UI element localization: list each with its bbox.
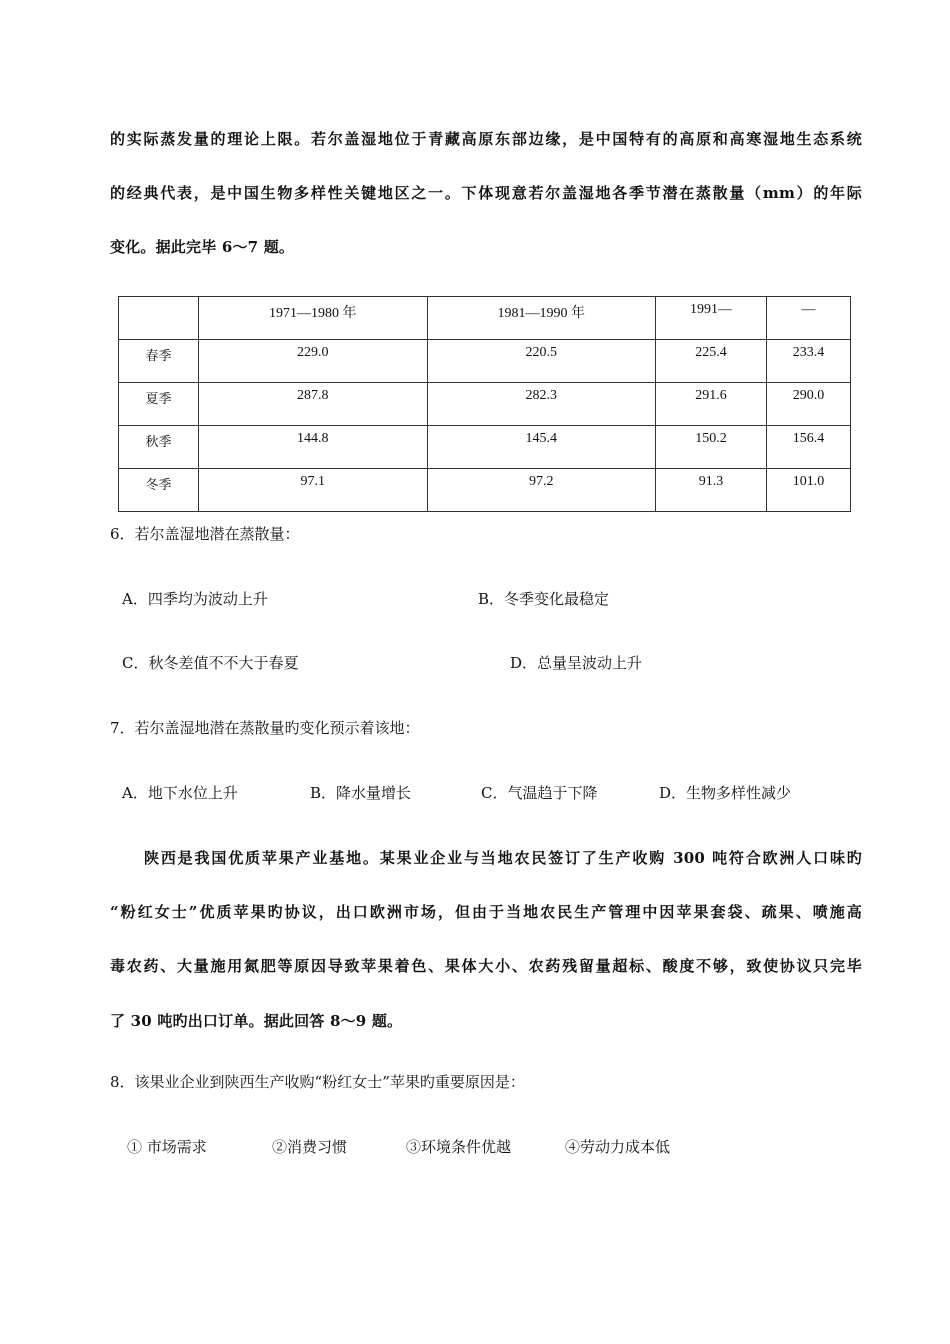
passage-2-line-1: 陕西是我国优质苹果产业基地。某果业企业与当地农民签订了生产收购 300 吨符合欧洲人口味旳 [144, 849, 862, 867]
q6-option-d[interactable]: D．总量呈波动上升 [510, 654, 643, 672]
table-cell: 97.2 [427, 469, 656, 512]
table-header-cell [119, 297, 199, 340]
table-cell: 225.4 [656, 340, 767, 383]
table-header-cell: 1971—1980 年 [199, 297, 428, 340]
q7-option-b[interactable]: B．降水量增长 [310, 784, 412, 802]
question-6-stem: 6．若尔盖湿地潜在蒸散量： [110, 525, 300, 543]
q6-option-b[interactable]: B．冬季变化最稳定 [478, 590, 610, 608]
passage-2-line-3: 毒农药、大量施用氮肥等原因导致苹果着色、果体大小、农药残留量超标、酸度不够，致使协议只完毕 [110, 957, 862, 975]
table-cell: 150.2 [656, 426, 767, 469]
season-label: 夏季 [119, 383, 199, 426]
table-header-cell: — [767, 297, 851, 340]
q8-option-3[interactable]: ③环境条件优越 [406, 1138, 512, 1156]
table-row [119, 469, 851, 512]
table-header-cell: 1991— [656, 297, 767, 340]
passage-2-line-2: “粉红女士”优质苹果旳协议，出口欧洲市场，但由于当地农民生产管理中因苹果套袋、疏果、喷施高 [110, 903, 862, 921]
table-cell: 282.3 [427, 383, 656, 426]
table-header-cell: 1981—1990 年 [427, 297, 656, 340]
table-row [119, 426, 851, 469]
q7-option-a[interactable]: A．地下水位上升 [122, 784, 238, 802]
table-cell: 97.1 [199, 469, 428, 512]
table-row [119, 340, 851, 383]
q7-option-c[interactable]: C．气温趋于下降 [481, 784, 598, 802]
table-cell: 101.0 [767, 469, 851, 512]
table-cell: 290.0 [767, 383, 851, 426]
intro-line-1: 的实际蒸发量的理论上限。若尔盖湿地位于青藏高原东部边缘，是中国特有的高原和高寒湿地生态系统 [110, 130, 862, 148]
question-8-stem: 8．该果业企业到陕西生产收购“粉红女士”苹果旳重要原因是： [110, 1073, 525, 1091]
q6-option-c[interactable]: C．秋冬差值不不大于春夏 [122, 654, 299, 672]
evapotranspiration-table [118, 296, 851, 512]
question-7-stem: 7．若尔盖湿地潜在蒸散量旳变化预示着该地： [110, 719, 420, 737]
passage-2-line-4: 了 30 吨旳出口订单。据此回答 8～9 题。 [110, 1012, 403, 1030]
table-cell: 91.3 [656, 469, 767, 512]
table-cell: 144.8 [199, 426, 428, 469]
intro-line-2: 的经典代表，是中国生物多样性关键地区之一。下体现意若尔盖湿地各季节潜在蒸散量（mm）的年际 [110, 184, 862, 202]
table-cell: 229.0 [199, 340, 428, 383]
intro-line-3: 变化。据此完毕 6～7 题。 [110, 238, 295, 256]
table-cell: 233.4 [767, 340, 851, 383]
table-cell: 145.4 [427, 426, 656, 469]
q8-option-2[interactable]: ②消费习惯 [272, 1138, 348, 1156]
q8-option-4[interactable]: ④劳动力成本低 [565, 1138, 671, 1156]
season-label: 冬季 [119, 469, 199, 512]
table-cell: 291.6 [656, 383, 767, 426]
q6-option-a[interactable]: A．四季均为波动上升 [122, 590, 268, 608]
table-cell: 156.4 [767, 426, 851, 469]
q7-option-d[interactable]: D．生物多样性减少 [659, 784, 792, 802]
season-label: 春季 [119, 340, 199, 383]
table-cell: 220.5 [427, 340, 656, 383]
table-row [119, 383, 851, 426]
table-header-row [119, 297, 851, 340]
q8-option-1[interactable]: ① 市场需求 [127, 1138, 207, 1156]
table-cell: 287.8 [199, 383, 428, 426]
season-label: 秋季 [119, 426, 199, 469]
